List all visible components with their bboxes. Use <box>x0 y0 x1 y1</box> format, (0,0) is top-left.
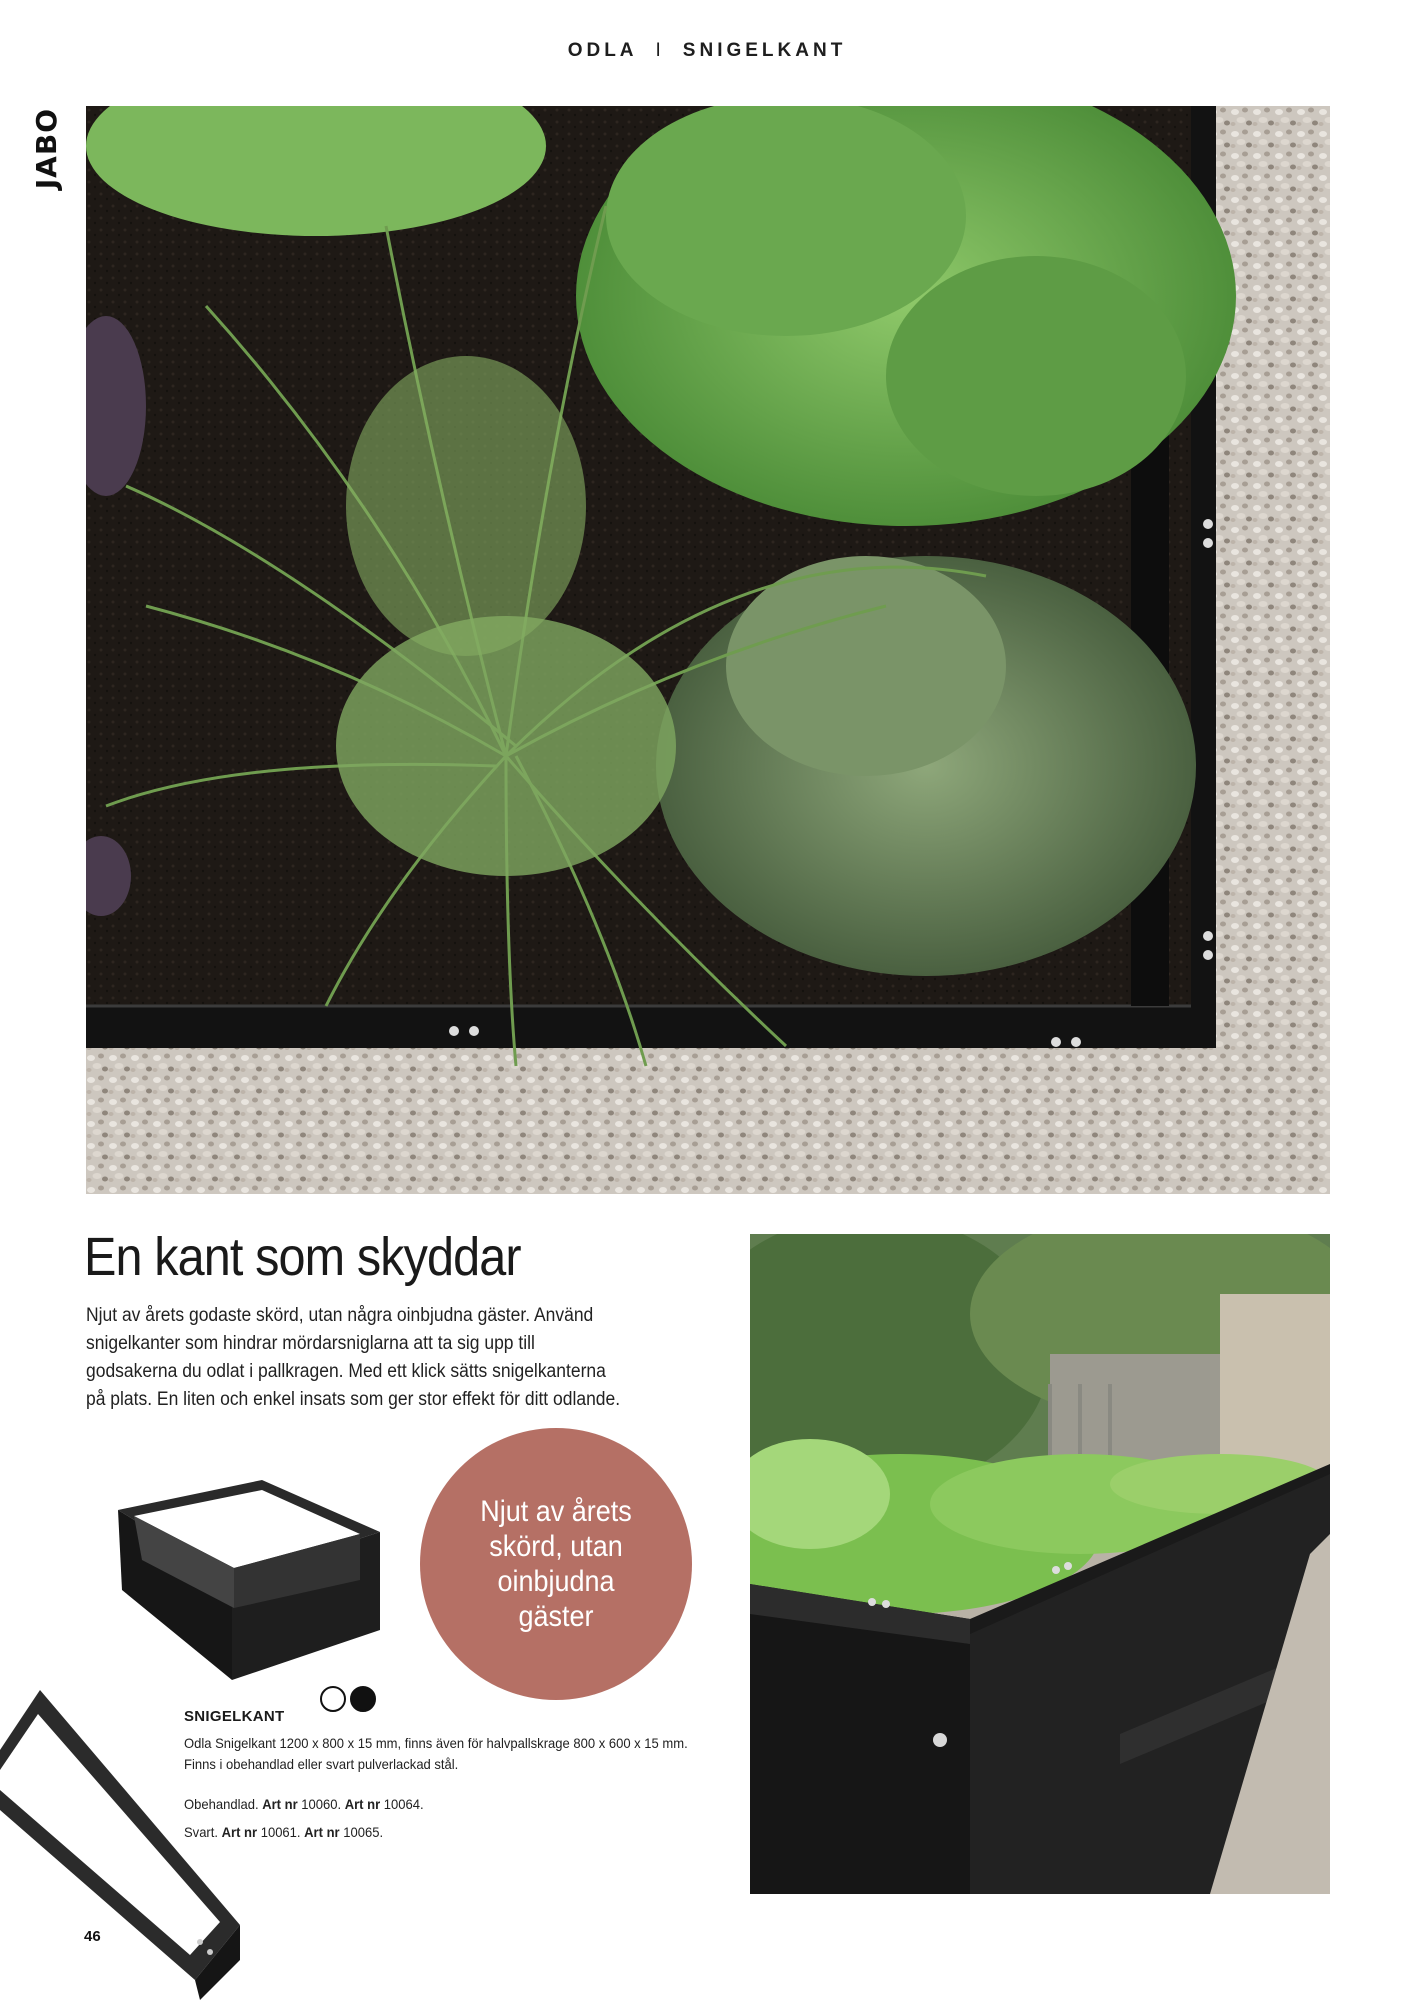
lettuce-bed-illustration <box>750 1234 1330 1894</box>
art-number-label: Art nr <box>344 1796 381 1812</box>
color-options <box>320 1686 376 1712</box>
lettuce-bed-photo <box>750 1234 1330 1894</box>
product-variant-unpainted <box>184 1796 424 1812</box>
art-number-label: Art nr <box>304 1824 340 1840</box>
art-number: 10061. <box>260 1824 301 1840</box>
brand-logo: JABO <box>30 108 63 190</box>
art-number-label: Art nr <box>221 1824 258 1840</box>
variant-label: Obehandlad. <box>184 1796 259 1812</box>
color-swatch-black <box>350 1686 376 1712</box>
variant-label: Svart. <box>184 1824 219 1840</box>
promo-bubble-text: Njut av årets skörd, utan oinbjudna gäster <box>480 1495 632 1633</box>
intro-text: Njut av årets godaste skörd, utan några oinbjudna gäster. Använd snigelkanter som hindrar mördarsniglarna att ta sig upp till godsakerna du odlat i pallkragen. Med ett klick sätts snigelkanterna på plats. En liten och enkel insats som ger stor effekt för ditt odlande. <box>86 1305 621 1410</box>
header-separator: I <box>655 40 665 61</box>
header-section: ODLA <box>567 40 638 61</box>
art-number-label: Art nr <box>262 1796 298 1812</box>
product-variant-black <box>184 1824 383 1840</box>
promo-bubble <box>420 1428 692 1700</box>
page-header <box>0 40 1414 62</box>
hero-illustration <box>86 106 1330 1194</box>
header-topic: SNIGELKANT <box>682 40 847 61</box>
product-name: SNIGELKANT <box>184 1708 285 1725</box>
art-number: 10064. <box>383 1796 424 1812</box>
page-title: En kant som skyddar <box>84 1227 521 1287</box>
page-number: 46 <box>84 1928 101 1945</box>
art-number: 10060. <box>301 1796 342 1812</box>
product-image-snail-edge <box>112 1480 382 1690</box>
color-swatch-unpainted <box>320 1686 346 1712</box>
product-description: Odla Snigelkant 1200 x 800 x 15 mm, finns även för halvpallskrage 800 x 600 x 15 mm. Finns i obehandlad eller svart pulverlackad stål. <box>184 1735 688 1772</box>
hero-photo <box>86 106 1330 1194</box>
art-number: 10065. <box>343 1824 384 1840</box>
